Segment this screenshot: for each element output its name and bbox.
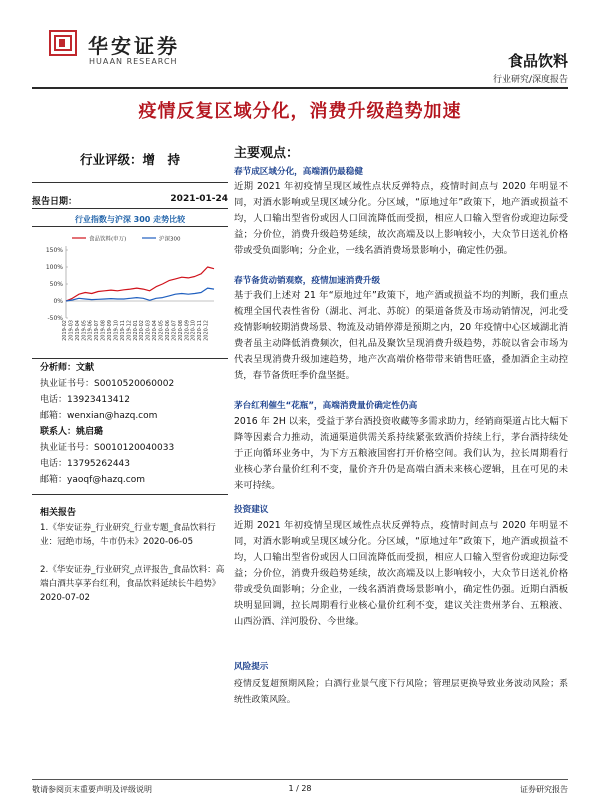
x-tick-label: 2019-07 <box>94 320 101 341</box>
series-line-0 <box>66 267 214 301</box>
section-5-heading: 风险提示 <box>234 662 269 672</box>
industry-rating <box>32 150 228 168</box>
sector-title: 食品饮料 <box>507 52 568 70</box>
x-tick-label: 2020-02 <box>139 320 146 341</box>
section-2-heading: 春节备货动销观察，疫情加速消费升级 <box>234 276 381 286</box>
y-tick-label: 150% <box>45 247 63 254</box>
page-number: 1 / 28 <box>288 784 312 793</box>
x-tick-label: 2019-09 <box>107 320 114 341</box>
rating-value: 增 持 <box>142 152 181 167</box>
legend-label-0: 食品饮料(申万) <box>89 236 127 243</box>
x-tick-label: 2019-02 <box>62 320 68 341</box>
analyst-1-name: 分析师：文献 <box>40 363 95 373</box>
y-tick-label: 0% <box>53 298 63 305</box>
footer-disclaimer[interactable]: 敬请参阅页末重要声明及评级说明 <box>32 785 152 794</box>
y-tick-label: -50% <box>47 315 63 322</box>
section-4-text: 近期 2021 年初疫情呈现区域性点状反弹特点，疫情时间点与 2020 年明显不同，对酒水影响或呈现区域分化。分区域，“原地过年”政策下，地产酒或损益不均，人口输出型省份或因人口回流降低而受损，相应人口输入型省份或迎边际受益；分价位，消费升级趋势延续，故次高端及以上影响较小，大众节日送礼价格带或受负面影响；分企业，一线名酒消费场景影响小，确定性仍强。近期白酒板块明显回调，拉长周期看行业核心量价红利不变，建议关注贵州茅台、五粮液、山西汾酒、洋河股份、今世缘。 <box>234 520 568 627</box>
report-type: 行业研究/深度报告 <box>492 75 568 85</box>
date-divider <box>32 208 228 209</box>
contact-email[interactable]: 邮箱：yaoqf@hazq.com <box>40 475 145 485</box>
chart-bottom-divider <box>32 358 228 359</box>
x-tick-label: 2020-08 <box>177 320 184 341</box>
related-report-1[interactable]: 1.《华安证券_行业研究_行业专题_食品饮料行业：冠绝市场，牛市仍未》2020-06-05 <box>40 523 216 547</box>
x-tick-label: 2020-03 <box>145 320 152 341</box>
related-reports-title: 相关报告 <box>40 508 77 518</box>
report-title: 疫情反复区域分化，消费升级趋势加速 <box>138 101 462 122</box>
logo-english: HUAAN RESEARCH <box>89 57 178 66</box>
x-tick-label: 2020-06 <box>164 320 171 341</box>
section-3-text: 2016 年 2H 以来，受益于茅台酒投资收藏等多需求助力，经销商渠道占比大幅下降等因素合力推动，流通渠道供需关系持续紧张致酒价持续上行，茅台酒持续处于正向循环业务中，为下方五粮液国窖打开价格空间。我们认为，拉长周期看行业核心茅台量价红利不变，量价齐升仍是高端白酒未来核心逻辑，且在可见的未来可持续。 <box>234 416 568 491</box>
contact-cert: 执业证书号：S0010120040033 <box>40 443 175 453</box>
analyst-1-email[interactable]: 邮箱：wenxian@hazq.com <box>40 411 158 421</box>
section-4-heading: 投资建议 <box>234 505 269 515</box>
key-points-title: 主要观点： <box>234 146 300 161</box>
x-tick-label: 2020-10 <box>190 320 197 341</box>
series-line-1 <box>66 288 214 301</box>
logo-chinese: 华安证券 <box>88 34 180 58</box>
rating-label: 行业评级： <box>79 152 143 167</box>
x-tick-label: 2020-04 <box>152 320 159 341</box>
y-tick-label: 100% <box>45 264 63 271</box>
x-tick-label: 2019-03 <box>68 320 75 341</box>
x-tick-label: 2019-04 <box>74 320 81 341</box>
index-comparison-chart <box>32 230 228 355</box>
x-tick-label: 2019-11 <box>119 320 126 341</box>
chart-top-divider <box>32 226 228 227</box>
contact-name: 联系人：姚启璐 <box>40 427 104 437</box>
x-tick-label: 2020-01 <box>132 320 139 341</box>
x-tick-label: 2020-05 <box>158 320 165 341</box>
x-tick-label: 2020-12 <box>203 320 210 341</box>
footer-divider <box>32 779 568 780</box>
x-tick-label: 2019-12 <box>126 320 133 341</box>
rating-divider <box>32 182 228 183</box>
section-1-text: 近期 2021 年初疫情呈现区域性点状反弹特点，疫情时间点与 2020 年明显不同，对酒水影响或呈现区域分化。分区域，“原地过年”政策下，地产酒或损益不均，人口输出型省份或因人口回流降低而受损，相应人口输入型省份或迎边际受益；分价位，消费升级趋势延续，故次高端及以上影响较小，大众节日送礼价格带或受负面影响；分企业，一线名酒消费场景影响小，确定性仍强。 <box>234 181 568 256</box>
contact-phone: 电话：13795262443 <box>40 459 131 469</box>
date-label: 报告日期： <box>32 197 78 207</box>
x-tick-label: 2019-08 <box>100 320 107 341</box>
section-3-heading: 茅台红利催生“花瓶”，高端消费量价确定性仍高 <box>234 401 418 411</box>
x-tick-label: 2020-11 <box>197 320 204 341</box>
report-date <box>32 194 228 207</box>
x-tick-label: 2020-07 <box>171 320 178 341</box>
section-2-text: 基于我们上述对 21 年“原地过年”政策下，地产酒或损益不均的判断，我们重点梳理全国代表性省份（湖北、河北、苏皖）的渠道备货及市场动销情况，河北受疫情影响较期消费场景、物流及动销停滞是预期之内，20 年疫情中心区域湖北消费者虽主动降低消费频次，但礼品及聚饮呈现消费升级趋势，苏皖以省会市场为代表呈现消费升级加速趋势，地产次高端价格带带来销售旺盛，叠加酒企主动控货，春节备货旺季价盘坚挺。 <box>234 290 568 381</box>
section-1-heading: 春节成区域分化，高端酒仍最稳健 <box>234 167 363 177</box>
related-report-2[interactable]: 2.《华安证券_行业研究_点评报告_食品饮料：高端白酒共享茅台红利，食品饮料延续长牛趋势》2020-07-02 <box>40 565 225 603</box>
related-top-divider <box>32 494 228 495</box>
analyst-1-phone: 电话：13923413412 <box>40 395 131 405</box>
chart-title: 行业指数与沪深 300 走势比较 <box>74 215 186 224</box>
header-divider <box>32 87 568 89</box>
y-tick-label: 50% <box>49 281 63 288</box>
date-value: 2021-01-24 <box>170 194 228 204</box>
huaan-logo-icon <box>49 30 77 56</box>
section-5-text: 疫情反复超预期风险；白酒行业景气度下行风险；管理层更换导致业务波动风险；系统性政策风险。 <box>234 679 568 705</box>
legend-label-1: 沪深300 <box>159 236 181 243</box>
analyst-1-cert: 执业证书号：S0010520060002 <box>40 379 175 389</box>
x-tick-label: 2020-09 <box>184 320 191 341</box>
x-tick-label: 2019-06 <box>87 320 94 341</box>
x-tick-label: 2019-05 <box>81 320 88 341</box>
footer-report-label: 证券研究报告 <box>520 785 568 794</box>
x-tick-label: 2019-10 <box>113 320 120 341</box>
